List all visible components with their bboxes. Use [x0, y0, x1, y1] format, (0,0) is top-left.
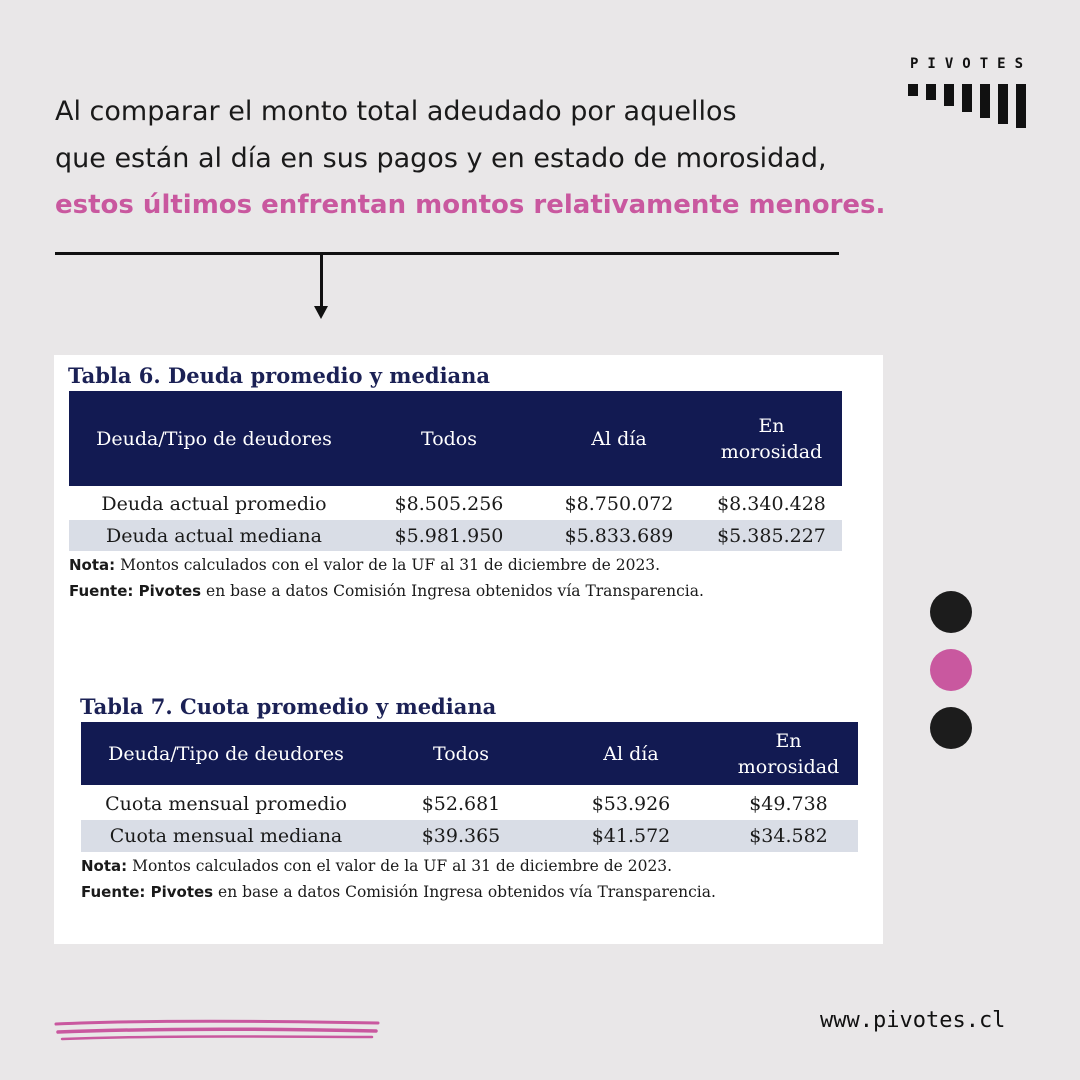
row-value-morosidad: $49.738	[749, 792, 828, 815]
table6-header	[69, 391, 842, 486]
row-value-morosidad: $34.582	[749, 825, 828, 847]
divider-line	[55, 252, 839, 255]
note-label: Nota:	[69, 556, 116, 574]
row-value-todos: $52.681	[421, 792, 501, 815]
table6-header-al-dia: Al día	[591, 427, 647, 450]
table-row	[81, 787, 858, 820]
table7-header-morosidad: En morosidad	[737, 729, 840, 778]
pagination-dot[interactable]	[930, 591, 972, 633]
source-text: en base a datos Comisión Ingresa obtenidos vía Transparencia.	[201, 582, 704, 600]
row-label: Deuda actual promedio	[101, 492, 327, 515]
row-value-al-dia: $5.833.689	[564, 524, 674, 547]
row-label: Cuota mensual promedio	[105, 792, 347, 815]
source-label: Fuente: Pivotes	[69, 582, 202, 600]
table-row	[81, 820, 858, 852]
table7-note	[81, 853, 672, 879]
table6-note	[69, 552, 660, 578]
table7-source	[81, 879, 716, 905]
row-value-morosidad: $5.385.227	[717, 524, 826, 547]
logo-wordmark: PIVOTES	[910, 56, 1033, 72]
table7-header-al-dia: Al día	[603, 742, 659, 765]
row-label: Deuda actual mediana	[106, 524, 322, 547]
row-value-al-dia: $53.926	[591, 792, 671, 815]
logo-bars-icon	[908, 80, 1038, 130]
table7-title: Tabla 7. Cuota promedio y mediana	[80, 694, 497, 719]
note-label: Nota:	[81, 857, 128, 875]
table6-source	[69, 578, 704, 604]
headline-highlight: estos últimos enfrentan montos relativamente menores.	[55, 190, 886, 220]
source-label: Fuente: Pivotes	[81, 883, 214, 901]
table7-header-category: Deuda/Tipo de deudores	[108, 742, 344, 765]
table6-header-category: Deuda/Tipo de deudores	[96, 427, 332, 450]
row-value-morosidad: $8.340.428	[717, 492, 826, 515]
row-value-al-dia: $41.572	[591, 825, 671, 847]
table6-header-todos: Todos	[421, 427, 477, 450]
arrow-stem	[320, 255, 323, 311]
table7-header-todos: Todos	[433, 742, 489, 765]
website-url[interactable]: www.pivotes.cl	[820, 1008, 1006, 1033]
table-row	[69, 520, 842, 551]
pagination-dot-active[interactable]	[930, 649, 972, 691]
brush-stroke-decoration	[54, 1018, 384, 1042]
arrow-down-icon	[314, 306, 328, 319]
table6-title: Tabla 6. Deuda promedio y mediana	[68, 363, 491, 388]
pagination-dot[interactable]	[930, 707, 972, 749]
row-value-todos: $39.365	[421, 825, 501, 847]
row-value-todos: $5.981.950	[394, 524, 504, 547]
table6-header-morosidad: En morosidad	[720, 414, 823, 463]
headline	[55, 88, 915, 229]
pivotes-logo	[908, 56, 1038, 130]
row-value-todos: $8.505.256	[394, 492, 504, 515]
headline-line-1: Al comparar el monto total adeudado por aquellos	[55, 96, 737, 127]
table7-header	[81, 722, 858, 785]
note-text: Montos calculados con el valor de la UF al 31 de diciembre de 2023.	[115, 556, 661, 574]
row-label: Cuota mensual mediana	[109, 825, 343, 847]
row-value-al-dia: $8.750.072	[564, 492, 674, 515]
headline-line-2: que están al día en sus pagos y en estado de morosidad,	[55, 143, 827, 174]
note-text: Montos calculados con el valor de la UF al 31 de diciembre de 2023.	[127, 857, 673, 875]
table-row	[69, 487, 842, 520]
tables-panel	[54, 355, 883, 944]
source-text: en base a datos Comisión Ingresa obtenidos vía Transparencia.	[213, 883, 716, 901]
